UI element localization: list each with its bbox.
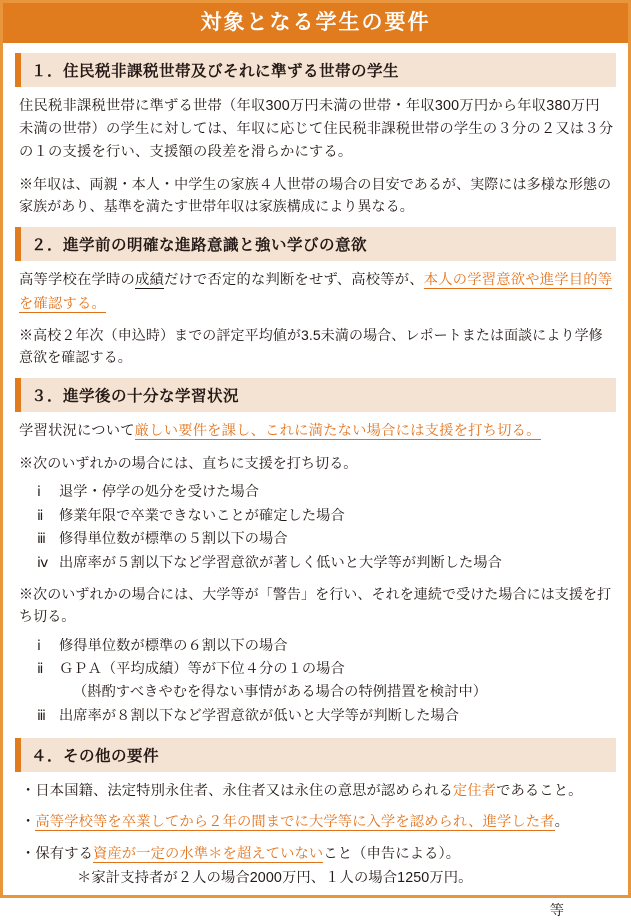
note-marker: ※ bbox=[19, 585, 34, 602]
list-marker: ⅱ bbox=[37, 507, 44, 524]
section-heading-3: ３．進学後の十分な学習状況 bbox=[15, 378, 616, 412]
bullet-text-post: であること。 bbox=[496, 782, 583, 799]
note-text: 次のいずれかの場合には、大学等が「警告」を行い、それを連続で受けた場合には支援を打ち切る。 bbox=[19, 585, 612, 625]
list-marker: ⅰ bbox=[37, 637, 42, 654]
note-marker: ※ bbox=[19, 454, 34, 471]
section-heading-1: １．住民税非課税世帯及びそれに準ずる世帯の学生 bbox=[15, 53, 616, 87]
section-2-note bbox=[19, 324, 614, 369]
list-item bbox=[37, 505, 614, 528]
section-3-list-1 bbox=[37, 481, 614, 575]
section-4-bullet-2 bbox=[21, 811, 614, 834]
list-text: 修得単位数が標準の５割以下の場合 bbox=[59, 531, 288, 548]
list-item bbox=[37, 635, 614, 658]
list-text-sub: （斟酌すべきやむを得ない事情がある場合の特例措置を検討中） bbox=[73, 684, 488, 701]
section-3-text-pre: 学習状況について bbox=[19, 423, 135, 440]
bullet-text-pre: ・保有する bbox=[21, 846, 93, 863]
bullet-text-post: こと（申告による）。 bbox=[323, 846, 461, 863]
note-text: 次のいずれかの場合には、直ちに支援を打ち切る。 bbox=[33, 454, 358, 471]
list-marker: ⅳ bbox=[37, 555, 49, 572]
list-item bbox=[37, 705, 614, 728]
section-heading-2: ２．進学前の明確な進路意識と強い学びの意欲 bbox=[15, 227, 616, 261]
bullet-highlight: 高等学校等を卒業してから２年の間までに大学等に入学を認められ、進学した者 bbox=[35, 814, 555, 831]
bullet-highlight: 資産が一定の水準＊を超えていない bbox=[92, 846, 324, 863]
section-3-note-1 bbox=[19, 452, 614, 474]
list-text: 修業年限で卒業できないことが確定した場合 bbox=[59, 507, 345, 524]
list-item bbox=[37, 552, 614, 575]
section-1-note bbox=[19, 173, 614, 218]
section-2-text-mid: だけで否定的な判断をせず、高校等が、 bbox=[163, 272, 424, 289]
list-item bbox=[37, 658, 614, 703]
list-marker: ⅰ bbox=[37, 483, 42, 500]
bullet-text-pre: ・日本国籍、法定特別永住者、永住者又は永住の意思が認められる bbox=[21, 782, 453, 799]
bullet-highlight: 定住者 bbox=[452, 782, 497, 799]
section-3-highlight: 厳しい要件を課し、これに満たない場合には支援を打ち切る。 bbox=[134, 423, 541, 440]
section-3-paragraph bbox=[19, 420, 614, 443]
list-text bbox=[59, 658, 614, 703]
document-content bbox=[3, 43, 628, 920]
page-title: 対象となる学生の要件 bbox=[3, 3, 628, 43]
list-item bbox=[37, 481, 614, 504]
list-marker: ⅲ bbox=[37, 707, 47, 724]
section-2-highlight-motivation: 本人の学習意欲や進学目的等を確認する。 bbox=[19, 272, 613, 312]
list-text-main: ＧＰＡ（平均成績）等が下位４分の１の場合 bbox=[59, 661, 345, 678]
section-4-bullet-1 bbox=[21, 780, 614, 803]
bullet-subnote: ＊家計支持者が２人の場合2000万円、１人の場合1250万円。 bbox=[77, 870, 473, 887]
note-marker: ※ bbox=[19, 326, 34, 343]
section-2-paragraph bbox=[19, 269, 614, 315]
section-3-note-2 bbox=[19, 583, 614, 628]
list-text: 出席率が５割以下など学習意欲が著しく低いと大学等が判断した場合 bbox=[59, 555, 502, 572]
list-marker: ⅱ bbox=[37, 661, 44, 678]
list-marker: ⅲ bbox=[37, 531, 47, 548]
list-item bbox=[37, 528, 614, 551]
bullet-text-pre: ・ bbox=[21, 814, 36, 831]
bullet-text-post: 。 bbox=[554, 814, 569, 831]
list-text: 退学・停学の処分を受けた場合 bbox=[59, 483, 260, 500]
list-text: 修得単位数が標準の６割以下の場合 bbox=[59, 637, 288, 654]
section-heading-4: ４．その他の要件 bbox=[15, 738, 616, 772]
note-text: 高校２年次（申込時）までの評定平均値が3.5未満の場合、レポートまたは面談により学修意欲を確認する。 bbox=[19, 326, 603, 366]
section-3-list-2 bbox=[37, 635, 614, 728]
note-text: 年収は、両親・本人・中学生の家族４人世帯の場合の目安であるが、実際には多様な形態の家族があり、基準を満たす世帯年収は家族構成により異なる。 bbox=[19, 175, 612, 214]
note-marker: ※ bbox=[19, 175, 34, 192]
section-2-text-pre: 高等学校在学時の bbox=[19, 272, 135, 289]
section-4-bullet-3 bbox=[21, 843, 614, 890]
section-2-emphasis-grades: 成績 bbox=[134, 272, 164, 289]
section-1-paragraph: 住民税非課税世帯に準ずる世帯（年収300万円未満の世帯・年収300万円から年収380万円未満の世帯）の学生に対しては、年収に応じて住民税非課税世帯の学生の３分の２又は３分の１の支援を行い、支援額の段差を滑らかにする。 bbox=[19, 98, 614, 161]
list-text: 出席率が８割以下など学習意欲が低いと大学等が判断した場合 bbox=[59, 707, 460, 724]
section-4-tail: 等 bbox=[549, 903, 564, 920]
